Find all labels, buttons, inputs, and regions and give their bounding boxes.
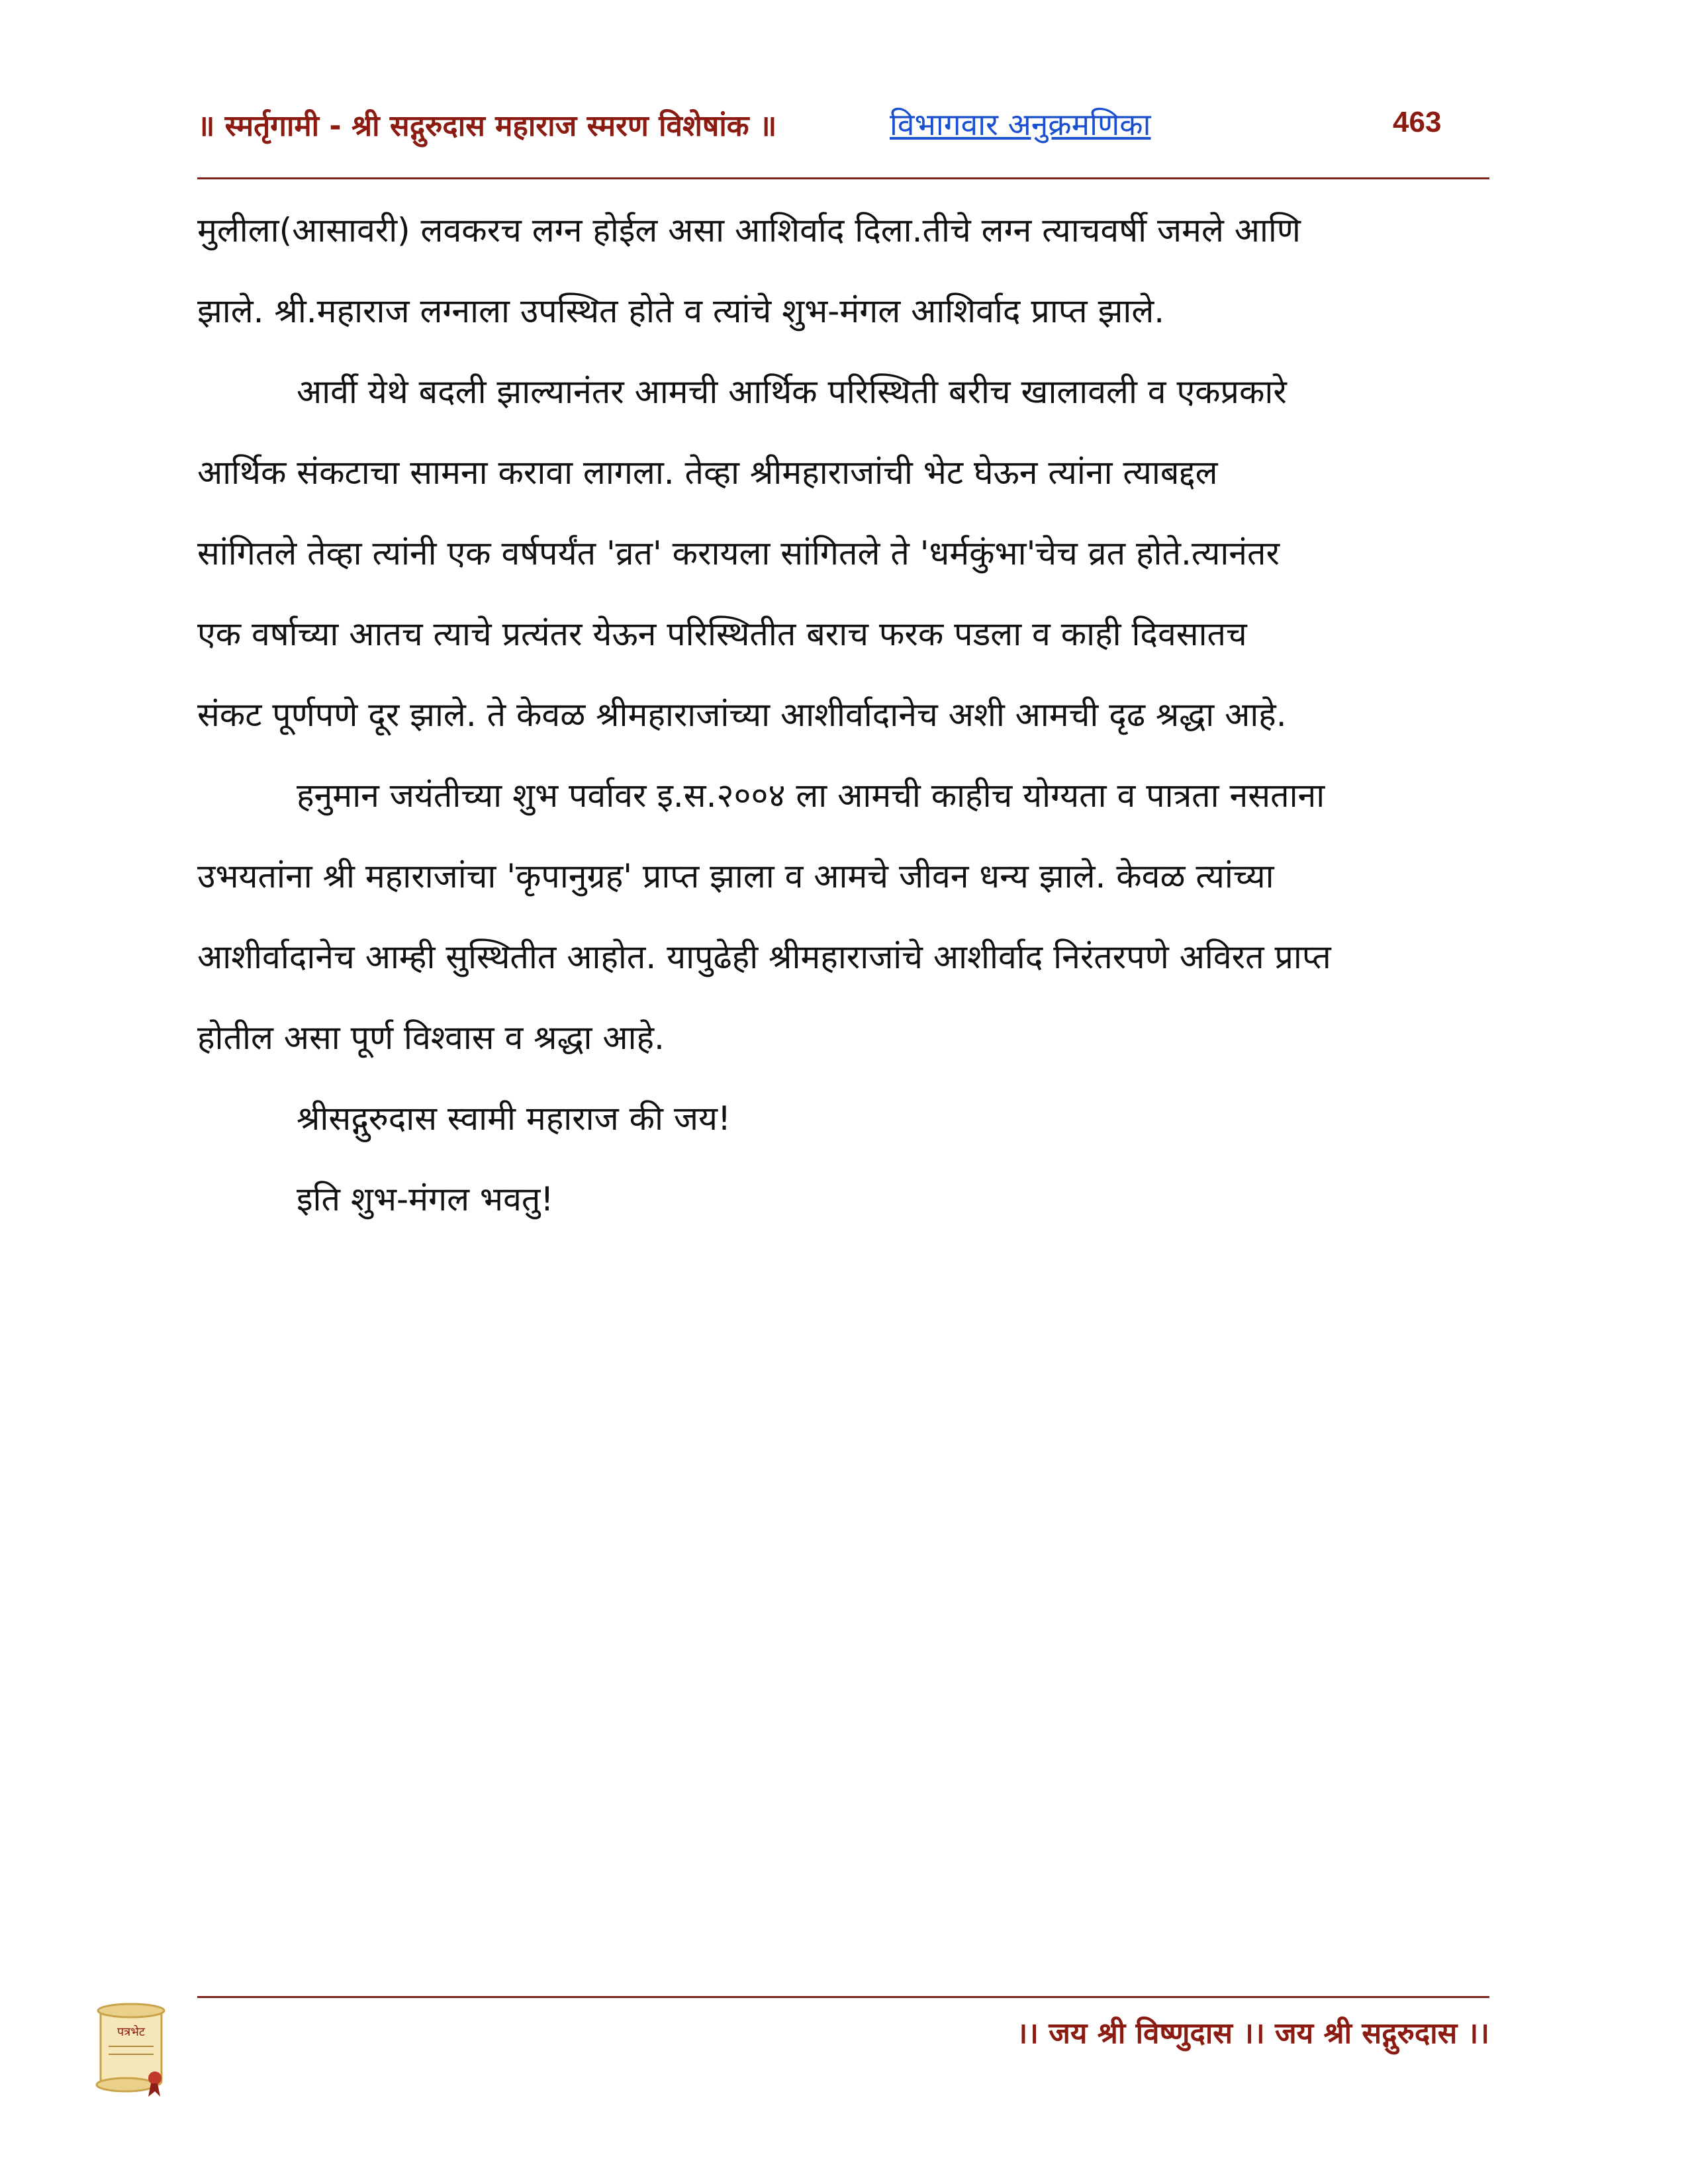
footer-divider — [197, 1996, 1489, 1998]
body-line: मुलीला(आसावरी) लवकरच लग्न होईल असा आशिर्वाद दिला.तीचे लग्न त्याचवर्षी जमले आणि — [197, 211, 1301, 250]
publication-title: ॥ स्मर्तृगामी - श्री सद्गुरुदास महाराज स्मरण विशेषांक ॥ — [197, 109, 777, 143]
body-line: आशीर्वादानेच आम्ही सुस्थितीत आहोत. यापुढेही श्रीमहाराजांचे आशीर्वाद निरंतरपणे अविरत प्राप्त — [197, 938, 1331, 976]
section-index-link[interactable]: विभागवार अनुक्रमणिका — [890, 107, 1151, 142]
body-line: हनुमान जयंतीच्या शुभ पर्वावर इ.स.२००४ ला आमची काहीच योग्यता व पात्रता नसताना — [297, 776, 1325, 815]
header-divider — [197, 177, 1489, 179]
body-line: आर्वी येथे बदली झाल्यानंतर आमची आर्थिक परिस्थिती बरीच खालावली व एकप्रकारे — [297, 373, 1287, 411]
body-line: आर्थिक संकटाचा सामना करावा लागला. तेव्हा श्रीमहाराजांची भेट घेऊन त्यांना त्याबद्दल — [197, 453, 1218, 492]
article-body — [197, 199, 1495, 1248]
body-line: होतील असा पूर्ण विश्वास व श्रद्धा आहे. — [197, 1019, 665, 1057]
logo-title: पत्रभेट — [117, 2025, 145, 2039]
body-line: एक वर्षाच्या आतच त्याचे प्रत्यंतर येऊन परिस्थितीत बराच फरक पडला व काही दिवसातच — [197, 615, 1247, 653]
page-number: 463 — [1393, 106, 1442, 138]
closing-blessing: इति शुभ-मंगल भवतु! — [297, 1180, 554, 1218]
page-header — [197, 99, 1488, 152]
body-line: संकट पूर्णपणे दूर झाले. ते केवळ श्रीमहाराजांच्या आशीर्वादानेच अशी आमची दृढ श्रद्धा आहे. — [197, 696, 1287, 734]
footer-invocation: ।। जय श्री विष्णुदास ।। जय श्री सद्गुरुदास ।। — [1016, 2017, 1489, 2050]
closing-salutation: श्रीसद्गुरुदास स्वामी महाराज की जय! — [297, 1099, 731, 1138]
scroll-ribbon-icon — [91, 2001, 171, 2101]
body-line: झाले. श्री.महाराज लग्नाला उपस्थित होते व त्यांचे शुभ-मंगल आशिर्वाद प्राप्त झाले. — [197, 292, 1165, 330]
body-line: उभयतांना श्री महाराजांचा 'कृपानुग्रह' प्राप्त झाला व आमचे जीवन धन्य झाले. केवळ त्यांच्या — [197, 857, 1274, 895]
body-line: सांगितले तेव्हा त्यांनी एक वर्षपर्यंत 'व्रत' करायला सांगितले ते 'धर्मकुंभा'चेच व्रत होते.त्यानंतर — [197, 534, 1280, 572]
